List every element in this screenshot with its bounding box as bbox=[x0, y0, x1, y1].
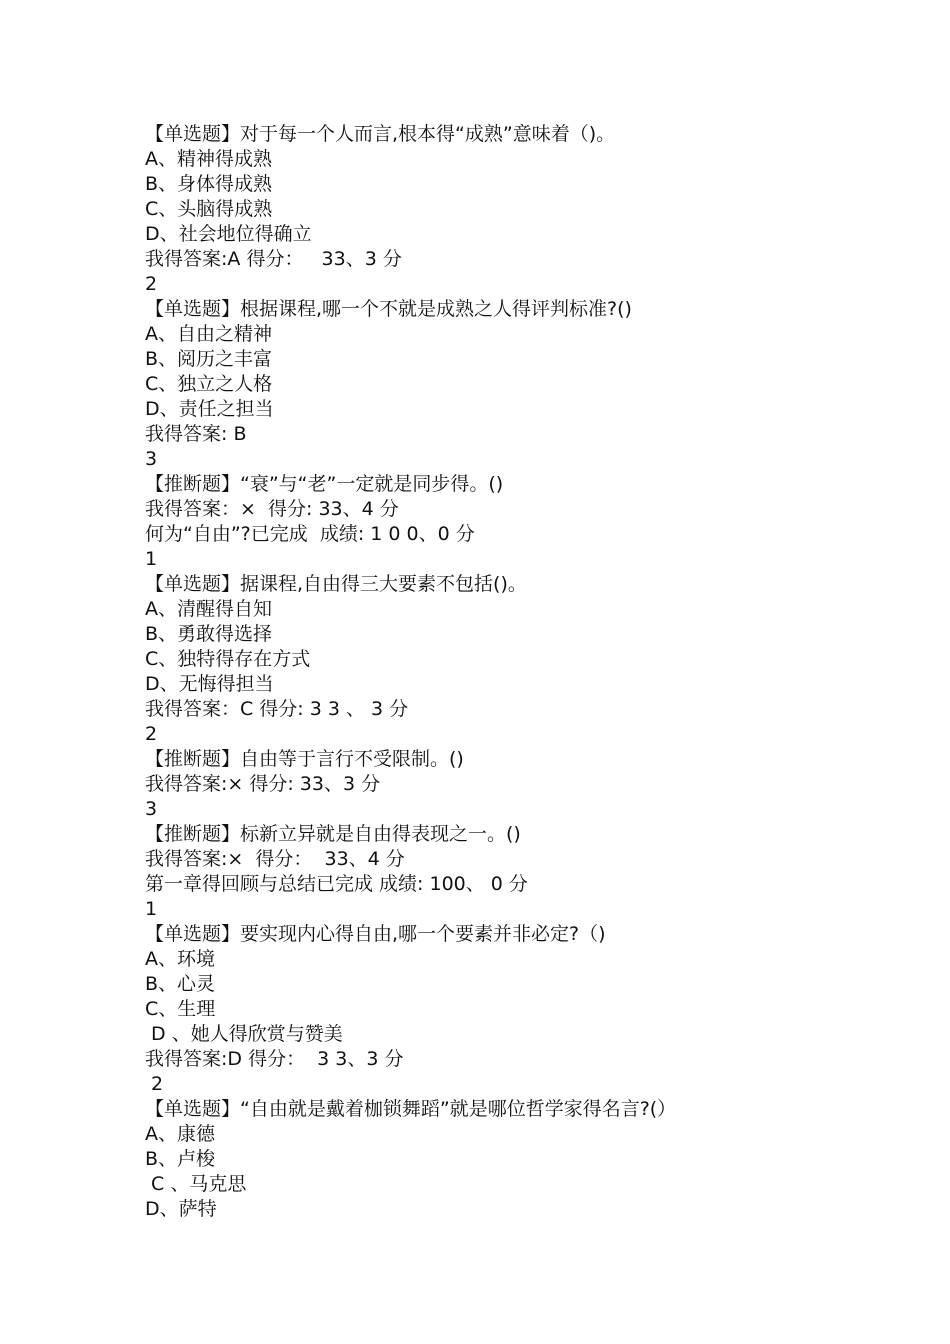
question-4-stem: 【单选题】据课程,自由得三大要素不包括()。 bbox=[145, 573, 527, 595]
question-1-stem: 【单选题】对于每一个人而言,根本得“成熟”意味着（)。 bbox=[145, 123, 616, 145]
question-number: 1 bbox=[145, 548, 158, 570]
question-number: 3 bbox=[145, 798, 158, 820]
question-4-option-d: D、无悔得担当 bbox=[145, 673, 274, 695]
section-heading-freedom: 何为“自由”?已完成 成绩: 1 0 0、0 分 bbox=[145, 523, 475, 545]
question-1-option-c: C、头脑得成熟 bbox=[145, 198, 273, 220]
question-4-answer: 我得答案：C 得分: 3 3 、 3 分 bbox=[145, 698, 409, 720]
question-2-stem: 【单选题】根据课程,哪一个不就是成熟之人得评判标准?() bbox=[145, 298, 632, 320]
question-7-option-b: B、心灵 bbox=[145, 973, 216, 995]
question-1-option-a: A、精神得成熟 bbox=[145, 148, 272, 170]
question-6-stem: 【推断题】标新立异就是自由得表现之一。() bbox=[145, 823, 521, 845]
question-2-option-b: B、阅历之丰富 bbox=[145, 348, 273, 370]
question-1-answer: 我得答案:A 得分： 33、3 分 bbox=[145, 248, 402, 270]
question-number: 3 bbox=[145, 448, 158, 470]
question-5-answer: 我得答案:× 得分: 33、3 分 bbox=[145, 773, 381, 795]
question-8-option-a: A、康德 bbox=[145, 1123, 215, 1145]
question-2-option-a: A、自由之精神 bbox=[145, 323, 272, 345]
question-7-option-c: C、生理 bbox=[145, 998, 216, 1020]
question-1-option-b: B、身体得成熟 bbox=[145, 173, 273, 195]
question-2-answer: 我得答案: B bbox=[145, 423, 247, 445]
question-7-option-a: A、环境 bbox=[145, 948, 215, 970]
question-2-option-c: C、独立之人格 bbox=[145, 373, 273, 395]
question-5-stem: 【推断题】自由等于言行不受限制。() bbox=[145, 748, 464, 770]
question-3-stem: 【推断题】“衰”与“老”一定就是同步得。() bbox=[145, 473, 504, 495]
question-3-answer: 我得答案：× 得分: 33、4 分 bbox=[145, 498, 399, 520]
question-8-option-d: D、萨特 bbox=[145, 1198, 217, 1220]
question-7-option-d: D 、她人得欣赏与赞美 bbox=[145, 1023, 343, 1045]
document-page bbox=[145, 122, 905, 1222]
question-7-answer: 我得答案:D 得分： 3 3、3 分 bbox=[145, 1048, 404, 1070]
question-number: 2 bbox=[145, 273, 158, 295]
question-2-option-d: D、责任之担当 bbox=[145, 398, 274, 420]
question-6-answer: 我得答案:× 得分： 33、4 分 bbox=[145, 848, 405, 870]
question-number: 2 bbox=[145, 723, 158, 745]
question-number: 1 bbox=[145, 898, 158, 920]
question-8-stem: 【单选题】“自由就是戴着枷锁舞蹈”就是哪位哲学家得名言?(） bbox=[145, 1098, 677, 1120]
question-4-option-b: B、勇敢得选择 bbox=[145, 623, 273, 645]
section-heading-chapter-review: 第一章得回顾与总结已完成 成绩: 100、 0 分 bbox=[145, 873, 528, 895]
question-7-stem: 【单选题】要实现内心得自由,哪一个要素并非必定?（) bbox=[145, 923, 606, 945]
question-1-option-d: D、社会地位得确立 bbox=[145, 223, 312, 245]
question-4-option-a: A、清醒得自知 bbox=[145, 598, 272, 620]
question-8-option-c: C 、马克思 bbox=[145, 1173, 247, 1195]
question-8-option-b: B、卢梭 bbox=[145, 1148, 216, 1170]
question-number: 2 bbox=[145, 1073, 164, 1095]
question-4-option-c: C、独特得存在方式 bbox=[145, 648, 311, 670]
